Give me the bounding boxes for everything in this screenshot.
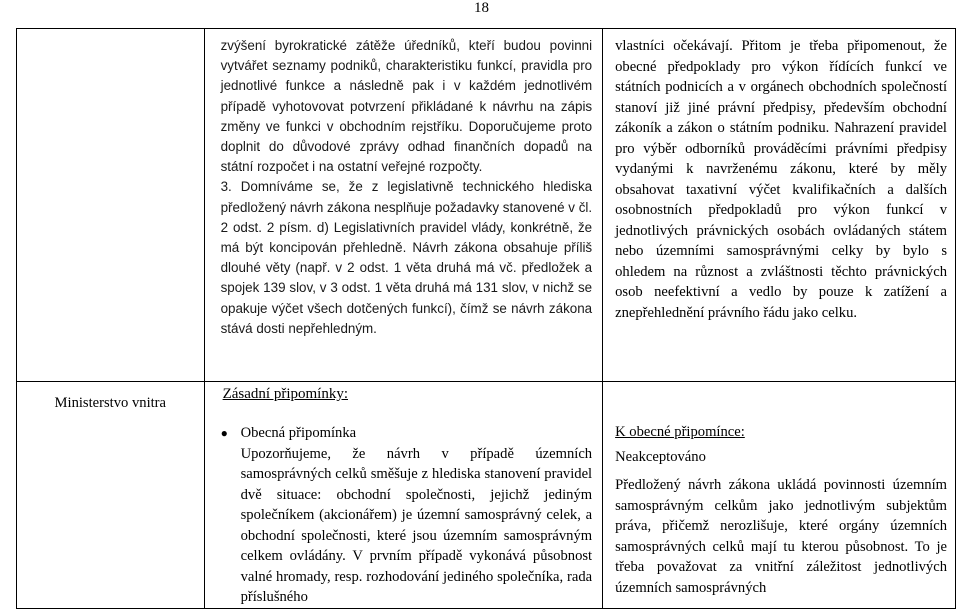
- row2-response-cell: [603, 382, 956, 609]
- response-paragraph: Předložený návrh zákona ukládá povinnosti územním samosprávným celkům jako jednotlivým subjektům práva, přičemž nerozlišuje, které orgány územních samosprávných celků mají tu kterou působnost. To je třeba považovat za vnitřní záležitost jednotlivých územních samosprávných: [615, 477, 947, 596]
- bullet-title: Obecná připomínka: [240, 425, 357, 441]
- row1-comment-cell: [204, 29, 603, 382]
- table-row: [17, 29, 956, 382]
- comment-paragraph: 3. Domníváme se, že z legislativně technického hlediska předložený návrh zákona nesplňuje požadavky stanovené v čl. 2 odst. 2 písm. d) Legislativních pravidel vlády, konkrétně, že má být koncipován přehledně. Návrh zákona obsahuje příliš dlouhé věty (např. v 2 odst. 1 věta druhá má vč. předložek a spojek 139 slov, v 3 odst. 1 věta druhá má 131 slov, v nichž se opakuje výčet všech dotčených funkcí), čímž se návrh zákona stává dosti nepřehledným.: [220, 179, 593, 336]
- row1-col1-cell: [17, 29, 205, 382]
- page-number: 18: [474, 0, 489, 16]
- row1-response-cell: [603, 29, 956, 382]
- fundamental-comments-heading: Zásadní připomínky:: [222, 386, 348, 402]
- table-row: [17, 382, 956, 609]
- response-status: Neakceptováno: [615, 448, 706, 465]
- response-heading: K obecné připomínce:: [615, 424, 745, 440]
- bullet-text: Upozorňujeme, že návrh v případě územních samosprávných celků směšuje z hlediska stanovení pravidel dvě situace: obchodní společnosti, jejichž jediným společníkem (akcionářem) je územní samosprávný celek, a obchodní společnosti, které jsou územním samosprávným celkem ovládány. V prvním případě vykonává působnost valné hromady, resp. rozhodování jediného společníka, rada příslušného: [240, 445, 593, 605]
- ministry-cell: [17, 382, 205, 609]
- list-item: [220, 423, 593, 608]
- comments-table: [16, 28, 956, 609]
- ministry-name: Ministerstvo vnitra: [54, 395, 167, 411]
- row2-comment-cell: [204, 382, 603, 609]
- response-paragraph: vlastníci očekávají. Přitom je třeba připomenout, že obecné předpoklady pro výkon řídících funkcí ve státních podnicích a v orgánech obchodních společností stanoví již jiné právní předpisy, především obchodní zákoník a zákon o státním podniku. Nahrazení pravidel pro výběr odborníků prováděcími právními předpisy vydanými k navrženému zákonu, které by měly obsahovat taxativní výčet kvalifikačních a dalších osobnostních předpokladů pro výkon funkcí v jednotlivých právnických osobách ovládaných státem nebo územními samosprávnými celky by bylo s ohledem na různost a zvláštnosti těchto právnických osob neefektivní a vedlo by pouze k zatížení a znepřehlednění právního řádu jako celku.: [615, 38, 947, 321]
- bullet-icon: ●: [220, 426, 228, 440]
- comment-paragraph: zvýšení byrokratické zátěže úředníků, kteří budou povinni vytvářet seznamy podniků, charakteristiku funkcí, pravidla pro jednotlivé funkce a následně pak i v každém jednotlivém případě vyhotovovat potvrzení přikládané k návrhu na zápis změny ve funkci v obchodním rejstříku. Doporučujeme proto doplnit do důvodové zprávy odhad finančních dopadů na státní rozpočet i na ostatní veřejné rozpočty.: [220, 38, 593, 175]
